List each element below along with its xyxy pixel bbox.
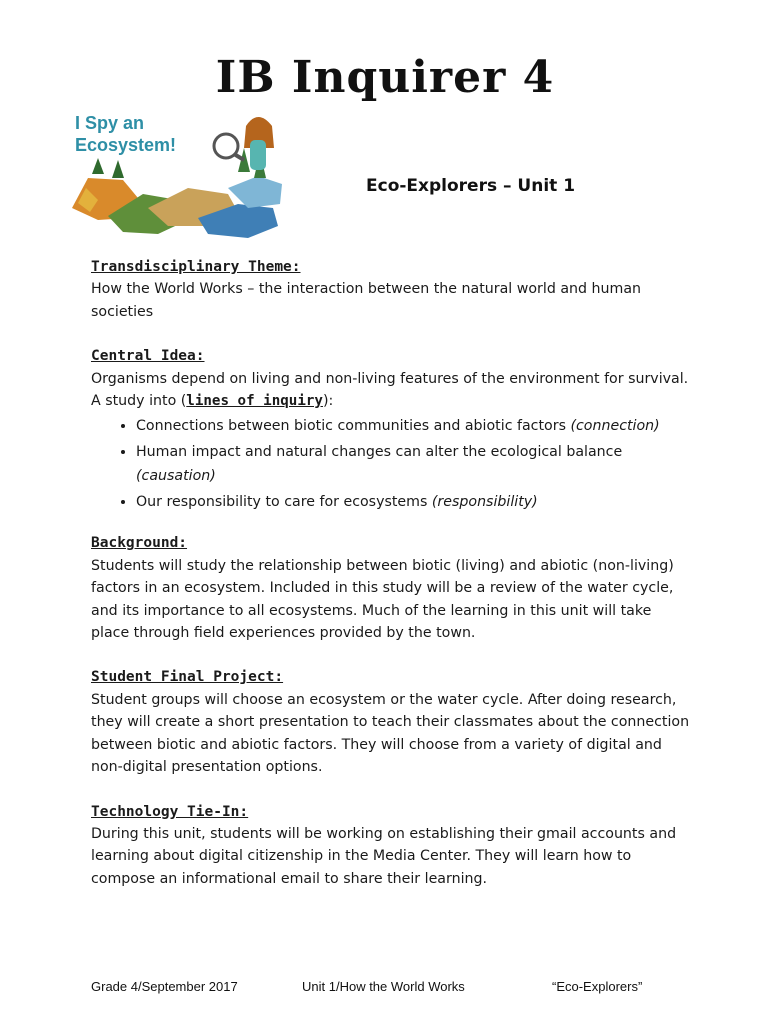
technology-text: During this unit, students will be working on establishing their gmail accounts and learning about digital citizenship in the Media Center. They will learn how to compose an informational email to share their learning. (91, 825, 677, 887)
theme-heading: Transdisciplinary Theme: (91, 259, 301, 275)
background-heading: Background: (91, 535, 188, 552)
page-title: IB Inquirer 4 (215, 52, 555, 103)
technology-heading: Technology Tie-In: (91, 803, 249, 820)
logo-text-line1: I Spy an (75, 113, 145, 133)
lines-of-inquiry-label: lines of inquiry (186, 393, 323, 410)
central-idea-section (91, 345, 691, 514)
footer-right: “Eco-Explorers” (552, 979, 643, 994)
list-item (136, 414, 691, 438)
logo-text-line2: Ecosystem! (75, 135, 177, 155)
inquiry-prefix: A study into ( (91, 393, 187, 410)
page-footer (0, 979, 770, 999)
list-item (136, 440, 691, 488)
central-idea-heading: Central Idea: (91, 348, 205, 365)
inquiry-line-text: Connections between biotic communities and abiotic factors (136, 418, 571, 435)
inquiry-line-tag: (connection) (570, 418, 660, 435)
theme-text: How the World Works – the interaction between the natural world and human societies (91, 281, 642, 320)
inquiry-line-text: Human impact and natural changes can alter the ecological balance (136, 444, 623, 461)
document-body (91, 256, 691, 912)
background-text: Students will study the relationship between biotic (living) and abiotic (non-living) factors in an ecosystem. Included in this study will be a review of the water cycle, and its importance to all ecosystems. Much of the learning in this unit will take place through field experiences provided by the town. (91, 557, 674, 642)
inquiry-line-tag: (causation) (136, 468, 216, 485)
footer-center: Unit 1/How the World Works (302, 979, 465, 994)
theme-section (91, 256, 691, 323)
unit-title: Eco-Explorers – Unit 1 (366, 176, 576, 196)
list-item (136, 490, 691, 514)
logo-text (75, 112, 176, 156)
inquiry-intro (91, 390, 691, 412)
footer-left: Grade 4/September 2017 (91, 979, 238, 994)
inquiry-line-tag: (responsibility) (431, 494, 538, 511)
central-idea-text: Organisms depend on living and non-living features of the environment for survival. (91, 370, 689, 387)
lines-of-inquiry-list (91, 414, 691, 514)
inquiry-suffix: ): (322, 393, 334, 410)
final-project-text: Student groups will choose an ecosystem or the water cycle. After doing research, they will create a short presentation to teach their classmates about the connection between biotic and abiotic factors. They will choose from a variety of digital and non-digital presentation options. (91, 691, 690, 776)
background-section (91, 532, 691, 644)
final-project-heading: Student Final Project: (91, 669, 284, 686)
inquiry-line-text: Our responsibility to care for ecosystems (136, 494, 432, 511)
final-project-section (91, 666, 691, 778)
technology-section (91, 801, 691, 891)
